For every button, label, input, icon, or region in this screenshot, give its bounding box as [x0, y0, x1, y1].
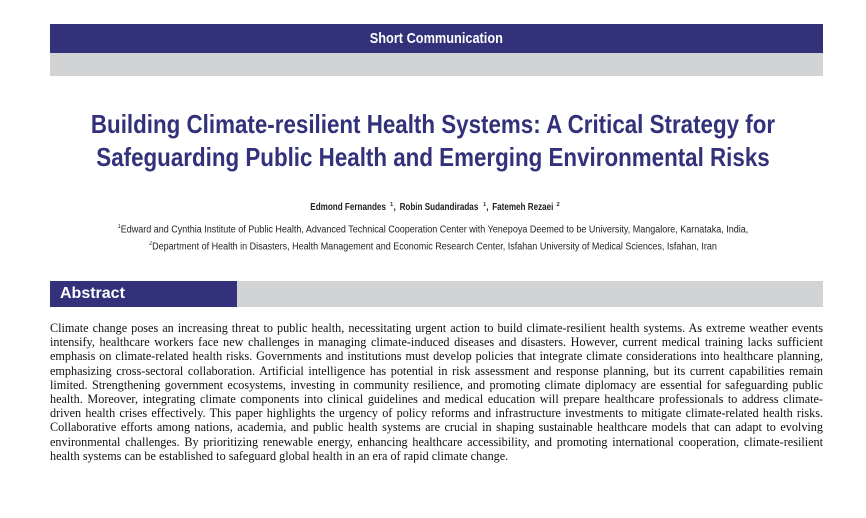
section-banner	[50, 24, 823, 53]
banner-divider	[50, 53, 823, 76]
author-name: Fatemeh Rezaei	[492, 202, 554, 214]
affiliations	[0, 220, 866, 255]
abstract-header-bar	[50, 281, 823, 307]
separator: ,	[393, 202, 396, 214]
affiliation-2	[43, 237, 822, 254]
title-line-1: Building Climate-resilient Health Systems: A Critical Strategy for	[90, 109, 776, 139]
affiliation-mark: 1	[483, 202, 487, 208]
separator: ,	[486, 202, 489, 214]
paper-title	[30, 108, 836, 174]
affiliation-mark: 2	[556, 202, 560, 208]
author-name: Edmond Fernandes	[310, 202, 387, 214]
affiliation-mark: 2	[149, 241, 153, 248]
affiliation-text: Edward and Cynthia Institute of Public Health, Advanced Technical Cooperation Center with Yenepoya Deemed to be University, Mangalore, Karnataka, India,	[120, 224, 749, 236]
affiliation-text: Department of Health in Disasters, Health Management and Economic Research Center, Isfahan University of Medical Sciences, Isfahan, Iran	[152, 241, 717, 253]
affiliation-mark: 1	[117, 224, 121, 230]
section-label: Short Communication	[369, 30, 504, 47]
abstract-text: Climate change poses an increasing threat to public health, necessitating urgent action to build climate-resilient health systems. As extreme weather events intensify, healthcare workers face new challenges in managing climate-induced diseases and disasters. However, current medical training lacks sufficient emphasis on climate-related health risks. Governments and institutions must develop policies that integrate climate considerations into healthcare planning, emphasizing cross-sectoral collaboration. Artificial intelligence has potential in risk assessment and response planning, but its current capabilities remain limited. Strengthening government ecosystems, investing in community resilience, and promoting climate diplomacy are essential for safeguarding public health. Moreover, integrating climate components into clinical guidelines and medical education will prepare healthcare professionals to address climate-driven health crises effectively. This paper highlights the urgency of policy reforms and infrastructure investments to mitigate climate-related health risks. Collaborative efforts among nations, academia, and public health systems are crucial in shaping sustainable healthcare models that can adapt to evolving environmental challenges. By prioritizing renewable energy, enhancing healthcare accessibility, and promoting international cooperation, climate-resilient health systems can be established to safeguard global health in an era of rapid climate change.	[50, 321, 823, 463]
author-list	[0, 202, 866, 213]
affiliation-1	[43, 220, 822, 237]
author-name: Robin Sudandiradas	[400, 202, 479, 214]
abstract-heading: Abstract	[50, 281, 237, 307]
title-line-2: Safeguarding Public Health and Emerging Environmental Risks	[96, 142, 770, 172]
affiliation-mark: 1	[390, 202, 394, 208]
